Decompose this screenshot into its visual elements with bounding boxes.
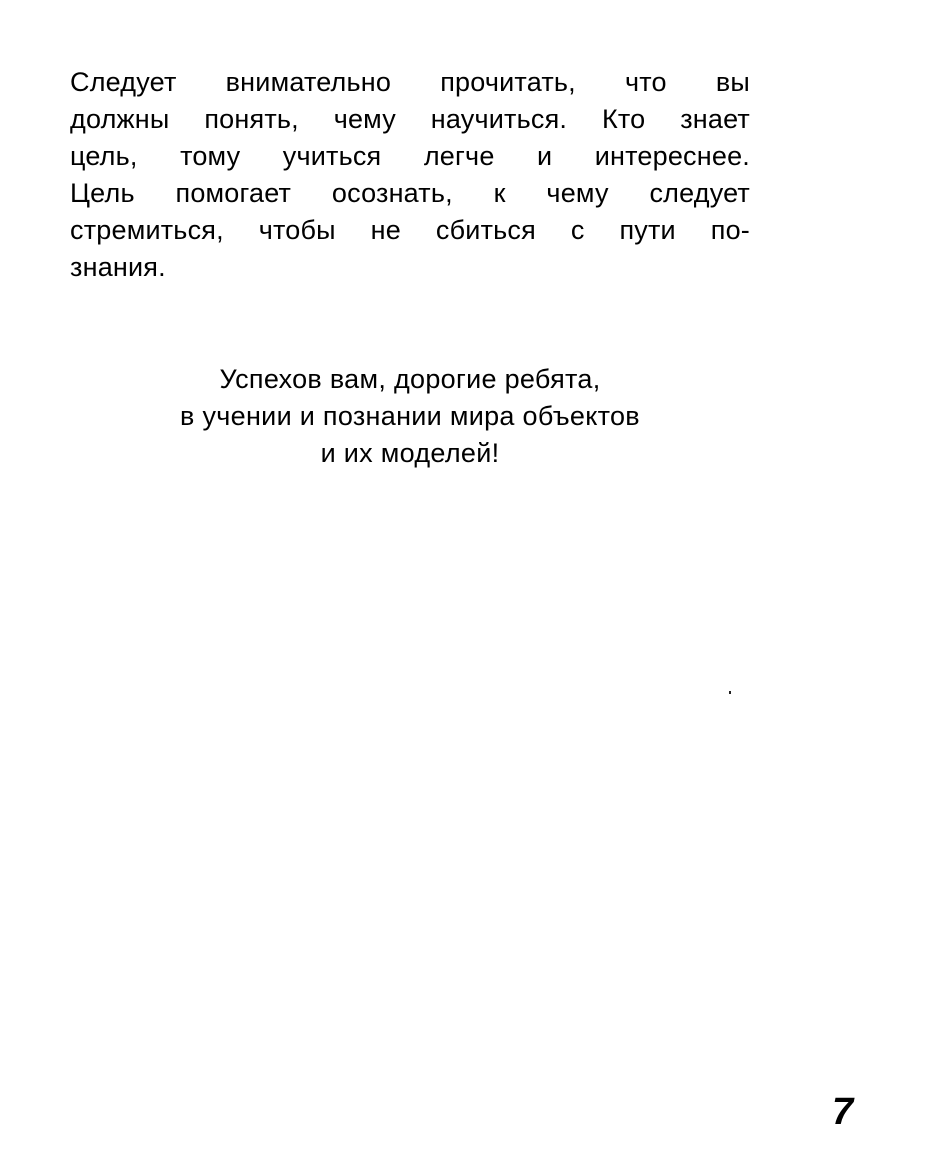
paragraph-line: стремиться, чтобы не сбиться с пути по-: [70, 215, 750, 245]
print-speck: [729, 691, 731, 694]
paragraph-line: знания.: [70, 252, 166, 282]
paragraph-line: цель, тому учиться легче и интереснее.: [70, 141, 750, 171]
paragraph-line: Цель помогает осознать, к чему следует: [70, 178, 750, 208]
closing-line: Успехов вам, дорогие ребята,: [219, 364, 601, 394]
paragraph-line: Следует внимательно прочитать, что вы: [70, 67, 750, 97]
page-number: 7: [832, 1091, 854, 1133]
closing-wish: [100, 361, 720, 472]
closing-line: в учении и познании мира объектов: [180, 401, 640, 431]
paragraph-line: должны понять, чему научиться. Кто знает: [70, 104, 750, 134]
body-paragraph: [70, 64, 750, 286]
closing-line: и их моделей!: [320, 438, 500, 468]
